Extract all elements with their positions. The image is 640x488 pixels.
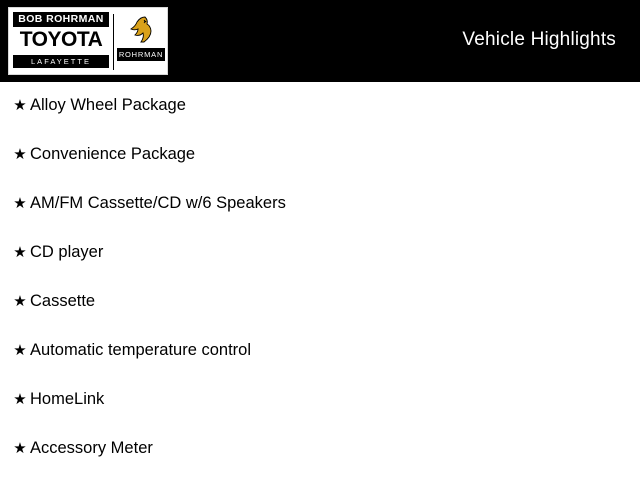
list-item [0,194,640,243]
list-item-label: HomeLink [30,390,105,408]
dealer-location-banner: LAFAYETTE [13,55,109,68]
list-item-label: CD player [30,243,104,261]
list-item [0,390,640,439]
rearing-horse-icon [127,15,155,45]
vehicle-highlights-list [0,82,640,488]
star-icon: ★ [13,342,27,359]
list-item [0,341,640,390]
page-title: Vehicle Highlights [462,29,616,50]
list-item [0,243,640,292]
star-icon: ★ [13,440,27,457]
star-icon: ★ [13,97,27,114]
rohrman-wordmark: ROHRMAN [118,50,164,59]
list-item-label: Accessory Meter [30,439,153,457]
list-item [0,292,640,341]
list-item-label: Convenience Package [30,145,196,163]
toyota-wordmark: TOYOTA [19,28,103,51]
list-item [0,439,640,488]
dealer-logo [8,7,168,75]
star-icon: ★ [13,293,27,310]
star-icon: ★ [13,146,27,163]
dealer-name-banner: BOB ROHRMAN [13,12,109,27]
star-icon: ★ [13,244,27,261]
rohrman-logo-block [115,8,167,74]
list-item [0,96,640,145]
list-item-label: Automatic temperature control [30,341,252,359]
star-icon: ★ [13,195,27,212]
list-item-label: Cassette [30,292,96,310]
list-item [0,145,640,194]
logo-divider [113,14,114,70]
page-header [0,0,640,82]
list-item-label: Alloy Wheel Package [30,96,186,114]
star-icon: ★ [13,391,27,408]
list-item-label: AM/FM Cassette/CD w/6 Speakers [30,194,286,212]
toyota-logo-block [9,8,113,74]
